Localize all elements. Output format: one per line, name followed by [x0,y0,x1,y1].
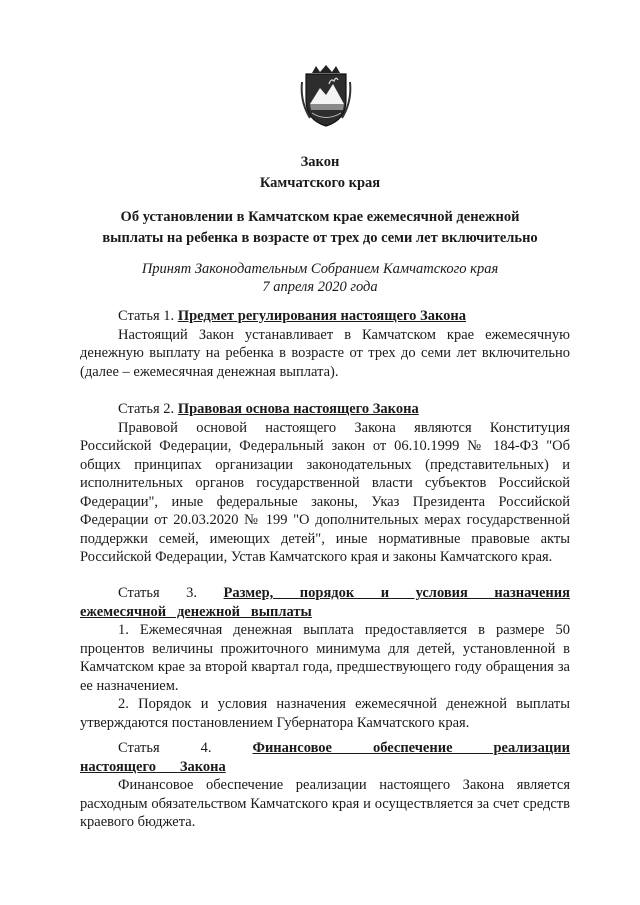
article-heading [80,584,570,621]
article-number: Статья 2. [118,401,175,417]
article-number: Статья 4. [118,740,212,756]
article-paragraph: Финансовое обеспечение реализации настоящего Закона является расходным обязательством Камчатского края и осуществляется за счет средств краевого бюджета. [80,777,570,830]
article-heading [80,739,570,776]
article-paragraph: Правовой основой настоящего Закона являются Конституция Российской Федерации, Федеральный закон от 06.10.1999 № 184-ФЗ "Об общих принципах организации законодательных (представительных) и исполнительных органов государственной власти субъектов Российской Федерации", иные федеральные законы, Указ Президента Российской Федерации от 20.03.2020 № 199 "О дополнительных мерах государственной поддержки семей, имеющих детей", иные нормативные правовые акты Российской Федерации, Устав Камчатского края и законы Камчатского края. [80,419,570,565]
law-subject-line-1: Об установлении в Камчатском крае ежемесячной денежной [120,209,520,225]
law-title-line-1: Закон [300,154,340,170]
adoption-note-line-1: Принят Законодательным Собранием Камчатского края [141,261,499,277]
kamchatka-coat-of-arms-icon [300,64,352,128]
law-subject-line-2: выплаты на ребенка в возрасте от трех до семи лет включительно [102,230,538,246]
article-title: Финансовое обеспечение реализации настоящего Закона [80,740,570,775]
article-title: Правовая основа настоящего Закона [177,401,419,417]
article-number: Статья 1. [118,308,175,324]
article-2 [80,400,570,567]
article-paragraph: Настоящий Закон устанавливает в Камчатском крае ежемесячную денежную выплату на ребенка в возрасте от трех до семи лет включительно (далее – ежемесячная денежная выплата). [80,326,570,380]
adoption-date: 7 апреля 2020 года [262,279,378,295]
article-paragraph: 2. Порядок и условия назначения ежемесячной денежной выплаты утверждаются постановлением Губернатора Камчатского края. [80,696,570,731]
law-title [0,152,640,194]
law-subject [60,207,580,249]
adoption-note [60,260,580,296]
law-title-line-2: Камчатского края [259,175,381,191]
article-1 [80,307,570,381]
article-3 [80,584,570,732]
article-4 [80,739,570,832]
article-heading [80,307,570,326]
article-title: Предмет регулирования настоящего Закона [177,308,466,324]
article-title: Размер, порядок и условия назначения ежемесячной денежной выплаты [80,585,570,620]
article-heading [80,400,570,419]
article-paragraph: 1. Ежемесячная денежная выплата предоставляется в размере 50 процентов величины прожиточного минимума для детей, установленной в Камчатском крае за второй квартал года, предшествующего году обращения за ее назначением. [80,622,570,694]
article-number: Статья 3. [118,585,198,601]
